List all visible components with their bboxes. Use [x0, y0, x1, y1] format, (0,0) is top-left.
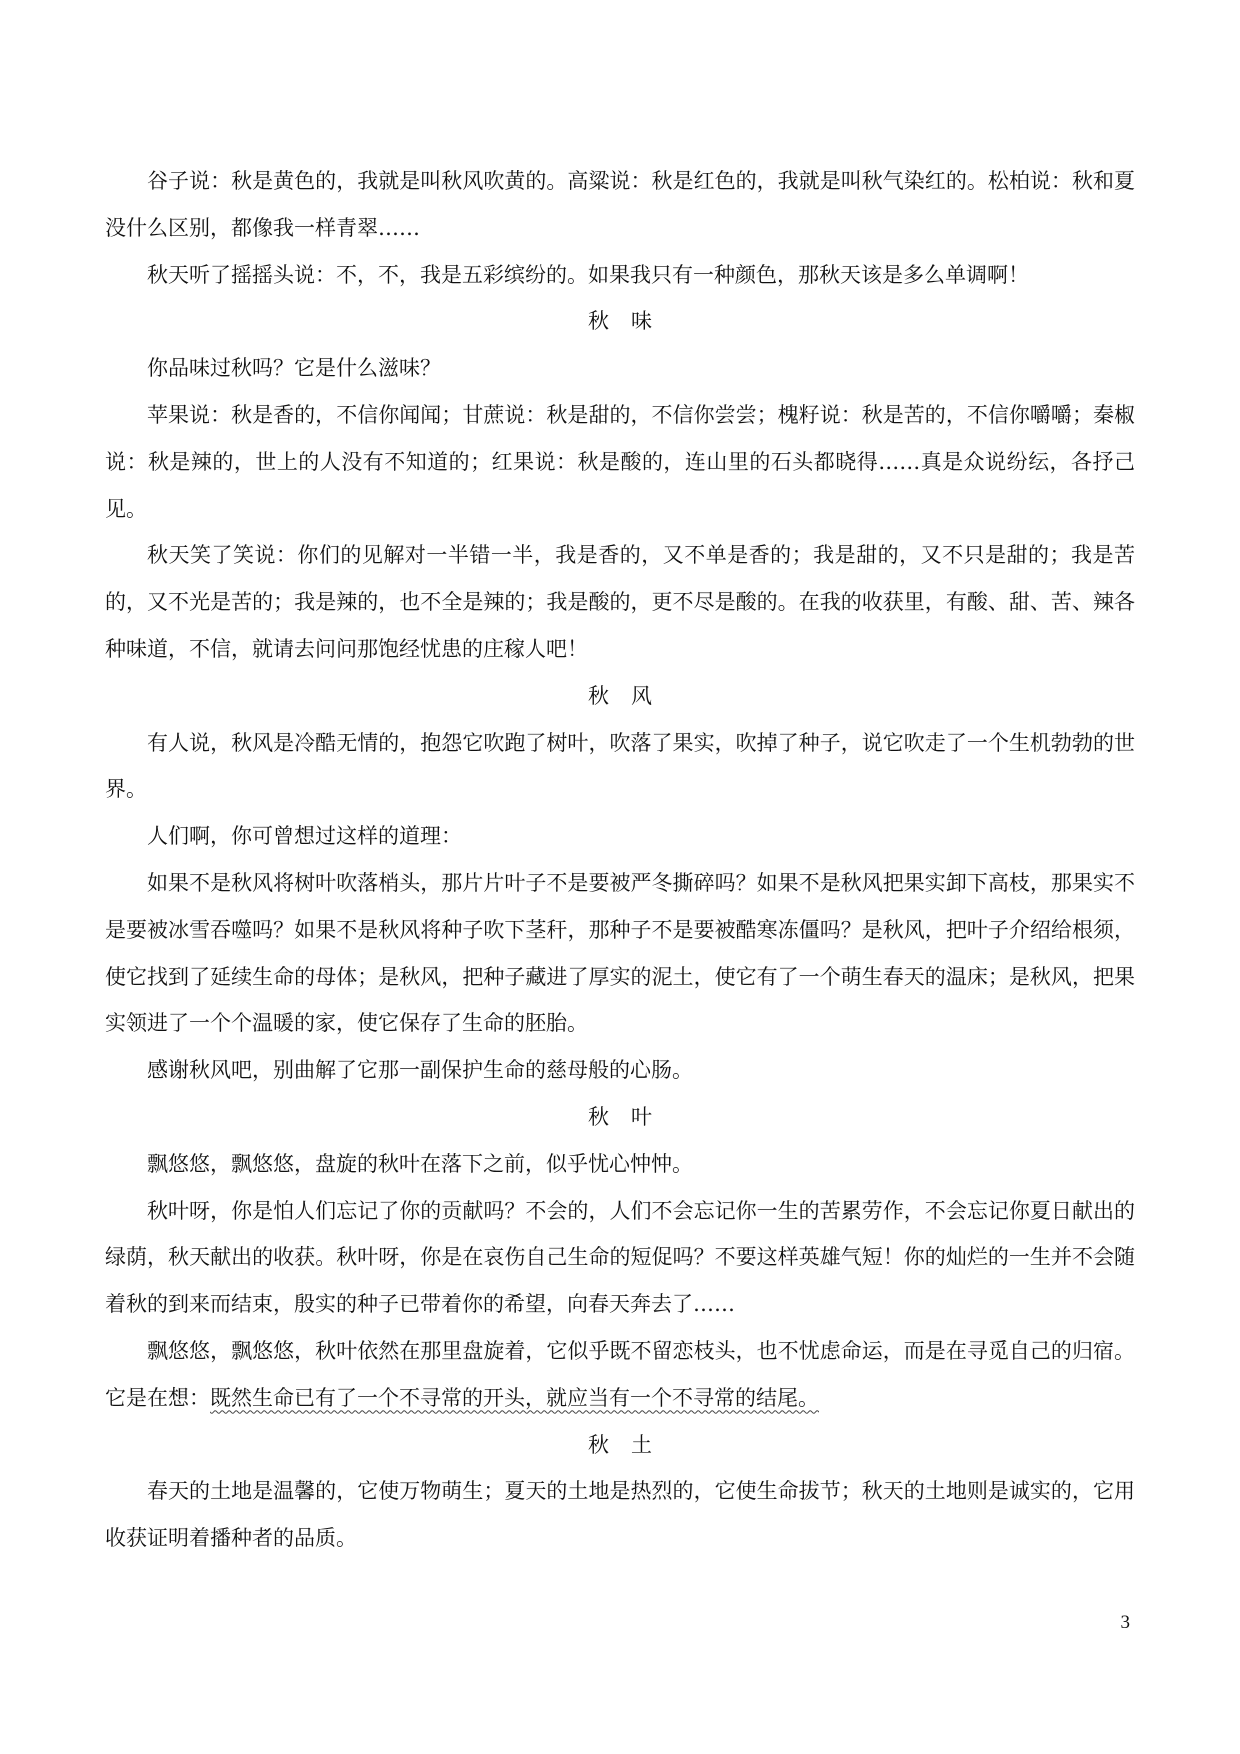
section-heading-leaf	[105, 1094, 1135, 1141]
section-heading-soil	[105, 1422, 1135, 1469]
paragraph-taste-question: 你品味过秋吗？它是什么滋味？	[147, 356, 441, 381]
paragraph-autumn-reply-colors: 秋天听了摇摇头说：不，不，我是五彩缤纷的。如果我只有一种颜色，那秋天该是多么单调啊！	[147, 262, 1029, 287]
heading-char-1: 秋	[588, 309, 609, 334]
paragraph-soil-seasons: 春天的土地是温馨的，它使万物萌生；夏天的土地是热烈的，它使生命拔节；秋天的土地则是诚实的，它用收获证明着播种者的品质。	[105, 1479, 1135, 1551]
paragraph-leaf-destination	[105, 1328, 1135, 1422]
paragraph-leaf-destination-text: 飘悠悠，飘悠悠，秋叶依然在那里盘旋着，它似乎既不留恋枝头，也不忧虑命运，而是在寻觅自己的归宿。它是在想：	[105, 1338, 1135, 1410]
page-number: 3	[1120, 1612, 1130, 1633]
paragraph-taste-autumn-reply: 秋天笑了笑说：你们的见解对一半错一半，我是香的，又不单是香的；我是甜的，又不只是甜的；我是苦的，又不光是苦的；我是辣的，也不全是辣的；我是酸的，更不尽是酸的。在我的收获里，有酸、甜、苦、辣各种味道，不信，就请去问问那饱经忧患的庄稼人吧！	[105, 543, 1135, 661]
heading-char-1: 秋	[588, 1104, 609, 1129]
paragraph-taste-opinions: 苹果说：秋是香的，不信你闻闻；甘蔗说：秋是甜的，不信你尝尝；槐籽说：秋是苦的，不信你嚼嚼；秦椒说：秋是辣的，世上的人没有不知道的；红果说：秋是酸的，连山里的石头都晓得……真是众说纷纭，各抒己见。	[105, 402, 1135, 521]
section-heading-taste	[105, 298, 1135, 345]
paragraph-wind-complaint: 有人说，秋风是冷酷无情的，抱怨它吹跑了树叶，吹落了果实，吹掉了种子，说它吹走了一个生机勃勃的世界。	[105, 730, 1135, 802]
paragraph-leaf-address: 秋叶呀，你是怕人们忘记了你的贡献吗？不会的，人们不会忘记你一生的苦累劳作，不会忘记你夏日献出的绿荫，秋天献出的收获。秋叶呀，你是在哀伤自己生命的短促吗？不要这样英雄气短！你的灿烂的一生并不会随着秋的到来而结束，殷实的种子已带着你的希望，向春天奔去了……	[105, 1198, 1135, 1317]
document-body	[105, 158, 1135, 1562]
paragraph-colors-crops: 谷子说：秋是黄色的，我就是叫秋风吹黄的。高粱说：秋是红色的，我就是叫秋气染红的。松柏说：秋和夏没什么区别，都像我一样青翠……	[105, 169, 1135, 240]
heading-char-2: 土	[631, 1432, 652, 1457]
paragraph-leaf-floating: 飘悠悠，飘悠悠，盘旋的秋叶在落下之前，似乎忧心忡忡。	[147, 1151, 693, 1176]
heading-char-2: 风	[631, 683, 652, 708]
section-heading-wind	[105, 673, 1135, 720]
paragraph-wind-question: 人们啊，你可曾想过这样的道理：	[147, 824, 462, 849]
heading-char-2: 味	[631, 309, 652, 334]
heading-char-1: 秋	[588, 683, 609, 708]
heading-char-1: 秋	[588, 1432, 609, 1457]
heading-char-2: 叶	[631, 1104, 652, 1129]
paragraph-wind-thanks: 感谢秋风吧，别曲解了它那一副保护生命的慈母般的心肠。	[147, 1058, 693, 1083]
wavy-underlined-sentence: 既然生命已有了一个不寻常的开头，就应当有一个不寻常的结尾。	[210, 1385, 819, 1410]
paragraph-wind-reasoning: 如果不是秋风将树叶吹落梢头，那片片叶子不是要被严冬撕碎吗？如果不是秋风把果实卸下高枝，那果实不是要被冰雪吞噬吗？如果不是秋风将种子吹下茎秆，那种子不是要被酷寒冻僵吗？是秋风，把叶子介绍给根须，使它找到了延续生命的母体；是秋风，把种子藏进了厚实的泥土，使它有了一个萌生春天的温床；是秋风，把果实领进了一个个温暖的家，使它保存了生命的胚胎。	[105, 870, 1135, 1036]
